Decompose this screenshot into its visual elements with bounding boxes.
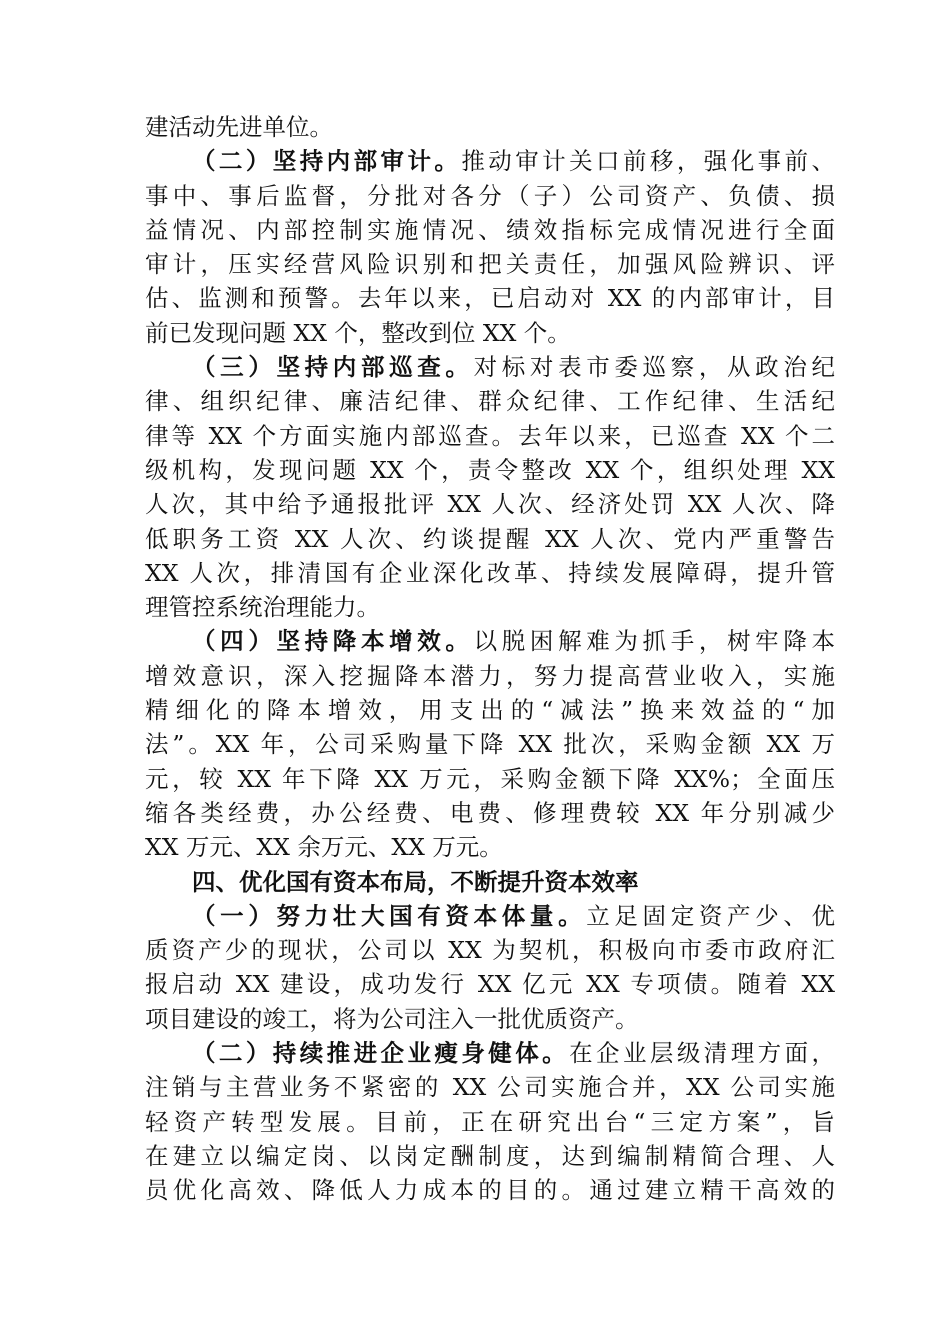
- document-page: [145, 110, 835, 1208]
- paragraph-line: 人次，其中给予通报批评 XX 人次、经济处罚 XX 人次、降: [145, 490, 835, 519]
- paragraph-slimming-line: （二）持续推进企业瘦身健体。在企业层级清理方面，: [192, 1039, 836, 1068]
- paragraph-line: 低职务工资 XX 人次、约谈提醒 XX 人次、党内严重警告: [145, 524, 835, 553]
- paragraph-line: 缩各类经费，办公经费、电费、修理费较 XX 年分别减少: [145, 798, 835, 827]
- paragraph-line: 项目建设的竣工，将为公司注入一批优质资产。: [145, 1004, 639, 1033]
- paragraph-line: 质资产少的现状，公司以 XX 为契机，积极向市委市政府汇: [145, 936, 835, 965]
- paragraph-line: 员优化高效、降低人力成本的目的。通过建立精干高效的: [145, 1176, 835, 1205]
- paragraph-internal-inspection-line: （三）坚持内部巡查。对标对表市委巡察，从政治纪: [192, 353, 836, 382]
- paragraph-cost-reduction-line: （四）坚持降本增效。以脱困解难为抓手，树牢降本: [192, 627, 836, 656]
- paragraph-line: 益情况、内部控制实施情况、绩效指标完成情况进行全面: [145, 215, 835, 244]
- paragraph-line: 法”。XX 年，公司采购量下降 XX 批次，采购金额 XX 万: [145, 730, 835, 759]
- paragraph-line: 精细化的降本增效，用支出的“减法”换来效益的“加: [145, 696, 835, 725]
- paragraph-line: 估、监测和预警。去年以来，已启动对 XX 的内部审计，目: [145, 284, 835, 313]
- paragraph-line: 注销与主营业务不紧密的 XX 公司实施合并，XX 公司实施: [145, 1073, 835, 1102]
- paragraph-line: 元，较 XX 年下降 XX 万元，采购金额下降 XX%；全面压: [145, 764, 835, 793]
- section-lead: （二）坚持内部审计。: [192, 147, 462, 176]
- paragraph-line: 增效意识，深入挖掘降本潜力，努力提高营业收入，实施: [145, 661, 835, 690]
- section-lead: （四）坚持降本增效。: [192, 627, 474, 656]
- paragraph-line: 审计，压实经营风险识别和把关责任，加强风险辨识、评: [145, 250, 835, 279]
- paragraph-line: 律等 XX 个方面实施内部巡查。去年以来，已巡查 XX 个二: [145, 421, 835, 450]
- section-lead: （二）持续推进企业瘦身健体。: [192, 1039, 570, 1068]
- paragraph-line: 律、组织纪律、廉洁纪律、群众纪律、工作纪律、生活纪: [145, 387, 835, 416]
- paragraph-line: XX 万元、XX 余万元、XX 万元。: [145, 833, 503, 862]
- paragraph-capital-growth-line: （一）努力壮大国有资本体量。立足固定资产少、优: [192, 901, 836, 930]
- section-lead: （一）努力壮大国有资本体量。: [192, 901, 587, 930]
- section-heading: 四、优化国有资本布局，不断提升资本效率: [192, 867, 639, 896]
- paragraph-line: 前已发现问题 XX 个，整改到位 XX 个。: [145, 318, 571, 347]
- paragraph-line: 理管控系统治理能力。: [145, 593, 380, 622]
- paragraph-line: 报启动 XX 建设，成功发行 XX 亿元 XX 专项债。随着 XX: [145, 970, 835, 999]
- section-lead: （三）坚持内部巡查。: [192, 353, 474, 382]
- paragraph-line: 在建立以编定岗、以岗定酬制度，达到编制精简合理、人: [145, 1141, 835, 1170]
- paragraph-line: 事中、事后监督，分批对各分（子）公司资产、负债、损: [145, 181, 835, 210]
- paragraph-line: XX 人次，排清国有企业深化改革、持续发展障碍，提升管: [145, 558, 835, 587]
- paragraph-line: 轻资产转型发展。目前，正在研究出台“三定方案”，旨: [145, 1107, 835, 1136]
- paragraph-continuation: 建活动先进单位。: [145, 113, 333, 141]
- paragraph-line: 级机构，发现问题 XX 个，责令整改 XX 个，组织处理 XX: [145, 455, 835, 484]
- paragraph-internal-audit-line: （二）坚持内部审计。推动审计关口前移，强化事前、: [192, 147, 836, 176]
